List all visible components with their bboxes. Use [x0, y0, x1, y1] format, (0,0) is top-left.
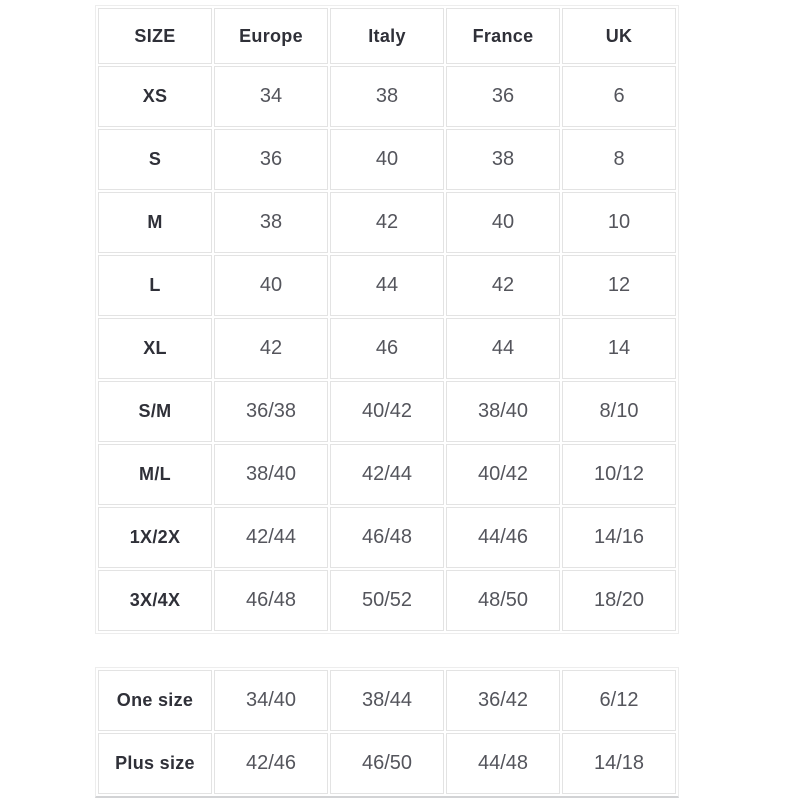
- size-label-cell: 1X/2X: [98, 507, 212, 568]
- europe-value-cell: 36/38: [214, 381, 328, 442]
- italy-value-cell: 44: [330, 255, 444, 316]
- uk-value-cell: 14/16: [562, 507, 676, 568]
- france-value-cell: 40/42: [446, 444, 560, 505]
- table-row: [98, 507, 676, 568]
- europe-value-cell: 42/46: [214, 733, 328, 794]
- table-row: [98, 570, 676, 631]
- size-conversion-table-special: [95, 667, 679, 798]
- size-label-cell: Plus size: [98, 733, 212, 794]
- uk-value-cell: 14/18: [562, 733, 676, 794]
- europe-value-cell: 42: [214, 318, 328, 379]
- italy-value-cell: 50/52: [330, 570, 444, 631]
- table-row: [98, 444, 676, 505]
- europe-value-cell: 38: [214, 192, 328, 253]
- europe-value-cell: 38/40: [214, 444, 328, 505]
- uk-value-cell: 8/10: [562, 381, 676, 442]
- column-header-france: France: [446, 8, 560, 64]
- france-value-cell: 44: [446, 318, 560, 379]
- france-value-cell: 48/50: [446, 570, 560, 631]
- france-value-cell: 38/40: [446, 381, 560, 442]
- uk-value-cell: 10/12: [562, 444, 676, 505]
- size-label-cell: XS: [98, 66, 212, 127]
- europe-value-cell: 46/48: [214, 570, 328, 631]
- table-header: [98, 8, 676, 64]
- size-label-cell: L: [98, 255, 212, 316]
- uk-value-cell: 6/12: [562, 670, 676, 731]
- italy-value-cell: 46/48: [330, 507, 444, 568]
- column-header-size: SIZE: [98, 8, 212, 64]
- size-conversion-table-main: [95, 5, 679, 634]
- italy-value-cell: 46: [330, 318, 444, 379]
- italy-value-cell: 38: [330, 66, 444, 127]
- table-row: [98, 733, 676, 794]
- europe-value-cell: 36: [214, 129, 328, 190]
- italy-value-cell: 42/44: [330, 444, 444, 505]
- uk-value-cell: 14: [562, 318, 676, 379]
- table-row: [98, 255, 676, 316]
- italy-value-cell: 40: [330, 129, 444, 190]
- size-conversion-tables: [95, 5, 679, 798]
- france-value-cell: 36: [446, 66, 560, 127]
- italy-value-cell: 46/50: [330, 733, 444, 794]
- size-label-cell: M/L: [98, 444, 212, 505]
- europe-value-cell: 40: [214, 255, 328, 316]
- uk-value-cell: 8: [562, 129, 676, 190]
- column-header-uk: UK: [562, 8, 676, 64]
- italy-value-cell: 42: [330, 192, 444, 253]
- uk-value-cell: 18/20: [562, 570, 676, 631]
- table-row: [98, 66, 676, 127]
- europe-value-cell: 42/44: [214, 507, 328, 568]
- size-label-cell: 3X/4X: [98, 570, 212, 631]
- table-row: [98, 381, 676, 442]
- size-label-cell: M: [98, 192, 212, 253]
- france-value-cell: 42: [446, 255, 560, 316]
- france-value-cell: 44/46: [446, 507, 560, 568]
- table-row: [98, 318, 676, 379]
- size-label-cell: S/M: [98, 381, 212, 442]
- size-label-cell: One size: [98, 670, 212, 731]
- europe-value-cell: 34: [214, 66, 328, 127]
- europe-value-cell: 34/40: [214, 670, 328, 731]
- table-row: [98, 192, 676, 253]
- size-label-cell: S: [98, 129, 212, 190]
- uk-value-cell: 6: [562, 66, 676, 127]
- france-value-cell: 38: [446, 129, 560, 190]
- column-header-italy: Italy: [330, 8, 444, 64]
- italy-value-cell: 40/42: [330, 381, 444, 442]
- header-row: [98, 8, 676, 64]
- france-value-cell: 36/42: [446, 670, 560, 731]
- france-value-cell: 44/48: [446, 733, 560, 794]
- column-header-europe: Europe: [214, 8, 328, 64]
- table-row: [98, 129, 676, 190]
- france-value-cell: 40: [446, 192, 560, 253]
- table-row: [98, 670, 676, 731]
- uk-value-cell: 10: [562, 192, 676, 253]
- size-label-cell: XL: [98, 318, 212, 379]
- italy-value-cell: 38/44: [330, 670, 444, 731]
- uk-value-cell: 12: [562, 255, 676, 316]
